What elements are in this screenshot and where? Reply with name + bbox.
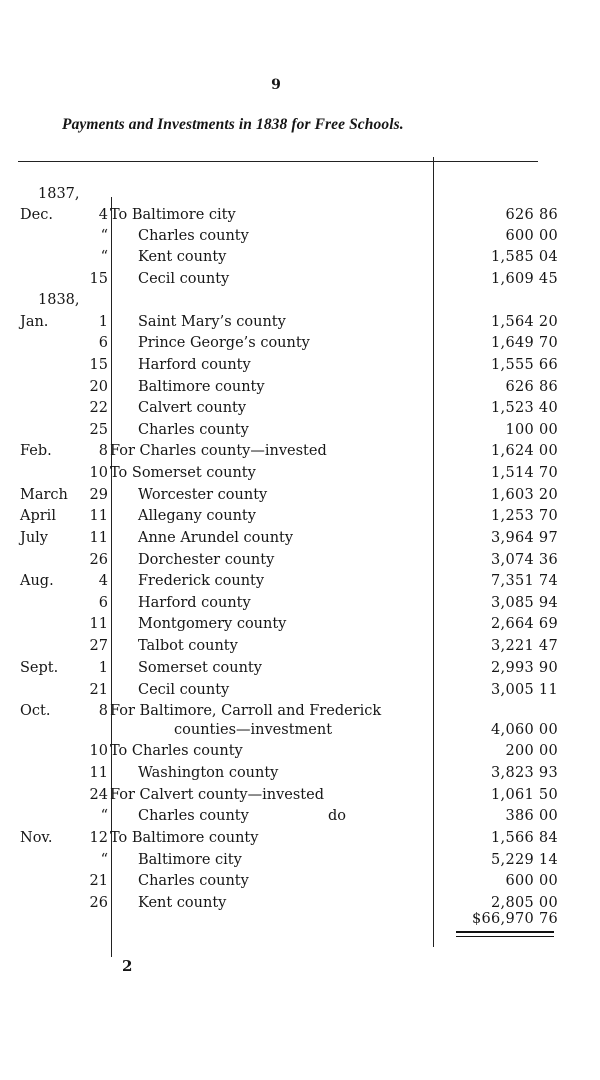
entry-description bbox=[110, 354, 468, 376]
entry-description bbox=[110, 762, 468, 784]
table-row bbox=[0, 719, 600, 741]
entry-description-text: Kent county bbox=[138, 895, 227, 911]
entry-description-text: For Baltimore, Carroll and Frederick bbox=[110, 703, 382, 719]
entry-day: 11 bbox=[89, 765, 108, 781]
entry-description-text: Baltimore city bbox=[138, 852, 242, 868]
entry-amount: 600 00 bbox=[505, 228, 558, 244]
year-label: 1838, bbox=[38, 292, 80, 308]
entry-description bbox=[110, 679, 468, 701]
entry-amount: 1,566 84 bbox=[491, 830, 558, 846]
entry-description-text: Charles county bbox=[138, 873, 249, 889]
entry-amount: 200 00 bbox=[505, 743, 558, 759]
entry-amount: 3,085 94 bbox=[491, 595, 558, 611]
entry-description-text: Allegany county bbox=[138, 508, 256, 524]
page-title: Payments and Investments in 1838 for Free Schools. bbox=[62, 116, 404, 133]
entry-description-text: Charles county bbox=[138, 808, 249, 824]
entry-description bbox=[110, 613, 468, 635]
table-row bbox=[0, 204, 600, 226]
table-row bbox=[0, 570, 600, 592]
total-amount: $66,970 76 bbox=[471, 911, 558, 927]
entry-amount: 1,061 50 bbox=[491, 787, 558, 803]
entry-amount: 1,603 20 bbox=[491, 487, 558, 503]
entry-description bbox=[110, 635, 468, 657]
entry-month: Sept. bbox=[20, 660, 59, 676]
entry-day: 29 bbox=[89, 487, 108, 503]
entry-day: 24 bbox=[89, 787, 108, 803]
entry-description-text: Dorchester county bbox=[138, 552, 275, 568]
entry-description bbox=[110, 870, 468, 892]
entry-day: 4 bbox=[98, 573, 108, 589]
entry-description-text: Saint Mary’s county bbox=[138, 314, 286, 330]
entry-amount: 1,523 40 bbox=[491, 400, 558, 416]
entry-day: 26 bbox=[89, 552, 108, 568]
entry-day: 25 bbox=[89, 422, 108, 438]
entry-description-text: Worcester county bbox=[138, 487, 268, 503]
entry-day: 11 bbox=[89, 530, 108, 546]
entry-description bbox=[110, 657, 468, 679]
table-row bbox=[0, 289, 600, 311]
entry-description-text: To Baltimore county bbox=[110, 830, 259, 846]
entry-description bbox=[110, 419, 468, 441]
entry-description-text: To Baltimore city bbox=[110, 207, 236, 223]
entry-month: Dec. bbox=[20, 207, 53, 223]
year-label: 1837, bbox=[38, 186, 80, 202]
entry-amount: 2,993 90 bbox=[491, 660, 558, 676]
entry-month: Nov. bbox=[20, 830, 53, 846]
table-row bbox=[0, 784, 600, 806]
table-row bbox=[0, 311, 600, 333]
entry-description-text: Washington county bbox=[138, 765, 279, 781]
entry-description bbox=[110, 549, 468, 571]
entry-description-text: Prince George’s county bbox=[138, 335, 310, 351]
entry-description bbox=[110, 225, 468, 247]
header-rule bbox=[18, 161, 538, 162]
entry-day: 11 bbox=[89, 616, 108, 632]
table-row bbox=[0, 592, 600, 614]
entry-description bbox=[110, 397, 468, 419]
entry-amount: 100 00 bbox=[505, 422, 558, 438]
table-row bbox=[0, 397, 600, 419]
entry-amount: 3,074 36 bbox=[491, 552, 558, 568]
page-number: 9 bbox=[271, 77, 281, 93]
entry-day: 12 bbox=[89, 830, 108, 846]
entry-day: 10 bbox=[89, 465, 108, 481]
entry-day: 11 bbox=[89, 508, 108, 524]
table-row bbox=[0, 440, 600, 462]
entry-description bbox=[110, 246, 468, 268]
entry-amount: 3,221 47 bbox=[491, 638, 558, 654]
entry-day: 4 bbox=[98, 207, 108, 223]
entry-description-text: Somerset county bbox=[138, 660, 262, 676]
entry-amount: 1,514 70 bbox=[491, 465, 558, 481]
entry-amount: 3,005 11 bbox=[491, 682, 558, 698]
entry-amount: 626 86 bbox=[505, 207, 558, 223]
total-rule bbox=[456, 931, 554, 933]
entry-amount: 1,585 04 bbox=[491, 249, 558, 265]
entry-description-text: To Somerset county bbox=[110, 465, 256, 481]
entry-description bbox=[110, 311, 468, 333]
entry-description-text: Harford county bbox=[138, 595, 251, 611]
entry-month: July bbox=[20, 530, 48, 546]
entry-description bbox=[110, 827, 440, 849]
entry-day: “ bbox=[100, 808, 108, 824]
table-row bbox=[0, 183, 600, 205]
entry-month: Oct. bbox=[20, 703, 51, 719]
table-row bbox=[0, 527, 600, 549]
entry-day: 15 bbox=[89, 357, 108, 373]
entry-description bbox=[110, 268, 468, 290]
entry-day: 20 bbox=[89, 379, 108, 395]
table-row bbox=[0, 740, 600, 762]
entry-amount: 626 86 bbox=[505, 379, 558, 395]
entry-day: 1 bbox=[98, 314, 108, 330]
entry-description-text: Anne Arundel county bbox=[138, 530, 294, 546]
entry-description-text: For Charles county—invested bbox=[110, 443, 327, 459]
entry-amount: 1,624 00 bbox=[491, 443, 558, 459]
entry-month: Aug. bbox=[20, 573, 54, 589]
entry-description bbox=[110, 592, 468, 614]
entry-description-text: counties—investment bbox=[174, 722, 333, 738]
table-row bbox=[0, 679, 600, 701]
entry-description bbox=[110, 805, 468, 827]
table-row bbox=[0, 246, 600, 268]
entry-amount: 3,964 97 bbox=[491, 530, 558, 546]
entry-day: 21 bbox=[89, 873, 108, 889]
entry-amount: 5,229 14 bbox=[491, 852, 558, 868]
entry-amount: 2,664 69 bbox=[491, 616, 558, 632]
entry-description bbox=[110, 332, 468, 354]
entry-amount: 7,351 74 bbox=[491, 573, 558, 589]
entry-day: 6 bbox=[98, 335, 108, 351]
table-row bbox=[0, 505, 600, 527]
entry-day: 15 bbox=[89, 271, 108, 287]
ditto-mark: do bbox=[328, 808, 347, 824]
entry-day: 1 bbox=[98, 660, 108, 676]
entry-description-text: Cecil county bbox=[138, 682, 230, 698]
table-row bbox=[0, 805, 600, 827]
entry-day: 8 bbox=[98, 443, 108, 459]
entry-description bbox=[110, 204, 440, 226]
entry-description-text: Talbot county bbox=[138, 638, 238, 654]
entry-description-text: Baltimore county bbox=[138, 379, 265, 395]
entry-day: 26 bbox=[89, 895, 108, 911]
entry-day: “ bbox=[100, 852, 108, 868]
entry-day: 6 bbox=[98, 595, 108, 611]
table-row bbox=[0, 376, 600, 398]
entry-amount: 2,805 00 bbox=[491, 895, 558, 911]
entry-description-text: To Charles county bbox=[110, 743, 243, 759]
entry-description bbox=[110, 570, 468, 592]
table-row bbox=[0, 225, 600, 247]
table-row bbox=[0, 484, 600, 506]
entry-description-text: Montgomery county bbox=[138, 616, 287, 632]
entry-description-text: Charles county bbox=[138, 228, 249, 244]
entry-description-text: Charles county bbox=[138, 422, 249, 438]
table-row bbox=[0, 762, 600, 784]
table-row bbox=[0, 870, 600, 892]
entry-day: 27 bbox=[89, 638, 108, 654]
entry-amount: 1,564 20 bbox=[491, 314, 558, 330]
entry-month: Feb. bbox=[20, 443, 52, 459]
total-rule-thin bbox=[456, 936, 554, 937]
table-row bbox=[0, 849, 600, 871]
table-row bbox=[0, 613, 600, 635]
entry-description-text: Harford county bbox=[138, 357, 251, 373]
entry-description bbox=[110, 462, 440, 484]
entry-amount: 3,823 93 bbox=[491, 765, 558, 781]
entry-day: “ bbox=[100, 249, 108, 265]
entry-amount: 1,253 70 bbox=[491, 508, 558, 524]
entry-amount: 1,649 70 bbox=[491, 335, 558, 351]
entry-description-text: For Calvert county—invested bbox=[110, 787, 324, 803]
entry-amount: 4,060 00 bbox=[491, 722, 558, 738]
table-row bbox=[0, 332, 600, 354]
entry-description-text: Calvert county bbox=[138, 400, 247, 416]
entry-day: “ bbox=[100, 228, 108, 244]
entry-description bbox=[110, 440, 440, 462]
table-row bbox=[0, 268, 600, 290]
signature-mark: 2 bbox=[122, 957, 133, 975]
table-row bbox=[0, 827, 600, 849]
entry-day: 21 bbox=[89, 682, 108, 698]
entry-description-text: Kent county bbox=[138, 249, 227, 265]
entry-month: March bbox=[20, 487, 68, 503]
entry-description bbox=[110, 484, 468, 506]
table-row bbox=[0, 549, 600, 571]
total-row bbox=[0, 908, 600, 930]
entry-description bbox=[110, 376, 468, 398]
entry-description-text: Frederick county bbox=[138, 573, 265, 589]
table-row bbox=[0, 419, 600, 441]
entry-month: Jan. bbox=[20, 314, 49, 330]
entry-amount: 386 00 bbox=[505, 808, 558, 824]
entry-description bbox=[110, 719, 504, 741]
entry-day: 10 bbox=[89, 743, 108, 759]
entry-day: 8 bbox=[98, 703, 108, 719]
entry-amount: 1,555 66 bbox=[491, 357, 558, 373]
table-row bbox=[0, 635, 600, 657]
entry-amount: 600 00 bbox=[505, 873, 558, 889]
entry-day: 22 bbox=[89, 400, 108, 416]
entry-month: April bbox=[20, 508, 56, 524]
entry-description bbox=[110, 784, 440, 806]
entry-description-text: Cecil county bbox=[138, 271, 230, 287]
table-row bbox=[0, 354, 600, 376]
entry-description bbox=[110, 505, 468, 527]
entry-description bbox=[110, 527, 468, 549]
table-row bbox=[0, 462, 600, 484]
entry-description bbox=[110, 740, 440, 762]
table-row bbox=[0, 657, 600, 679]
entry-description bbox=[110, 849, 468, 871]
entry-amount: 1,609 45 bbox=[491, 271, 558, 287]
